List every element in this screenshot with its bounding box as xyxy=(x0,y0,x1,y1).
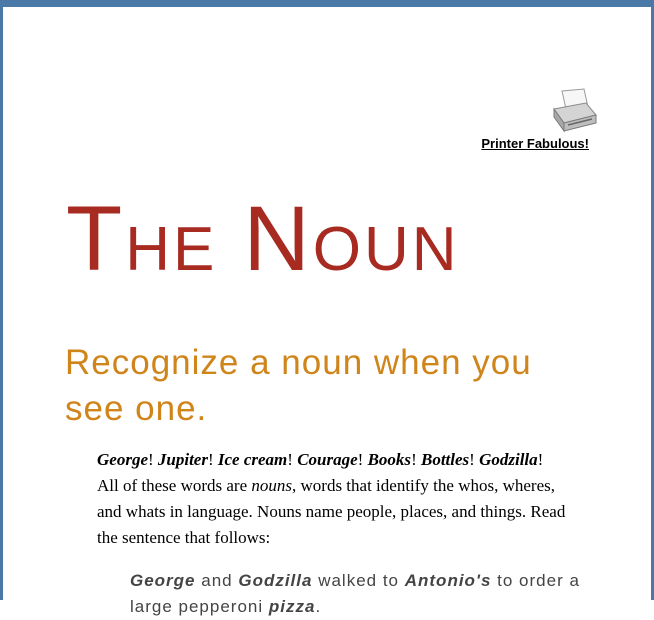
noun-example: George xyxy=(97,450,148,469)
title-noun-rest: OUN xyxy=(312,215,460,284)
intro-text: All of these words are xyxy=(97,476,252,495)
title-noun-initial: N xyxy=(243,188,313,290)
title-the-initial: T xyxy=(66,188,126,290)
title-the-rest: HE xyxy=(125,215,218,284)
noun-example: Jupiter xyxy=(157,450,208,469)
intro-emphasis: nouns xyxy=(251,476,292,495)
noun-example: Bottles xyxy=(420,450,470,469)
page-title xyxy=(66,188,460,290)
noun-example: Godzilla xyxy=(479,450,538,469)
printer-fabulous-link[interactable]: Printer Fabulous! xyxy=(481,136,589,151)
noun-example: Courage xyxy=(297,450,358,469)
intro-text: , words that identify the whos, wheres, and whats in language. Nouns name people, places, and things. Read the sentence that follows: xyxy=(97,476,566,547)
example-noun: Godzilla xyxy=(238,571,313,590)
example-noun: George xyxy=(130,571,196,590)
example-noun: pizza xyxy=(268,597,316,616)
printer-icon[interactable] xyxy=(550,87,598,135)
page-subtitle: Recognize a noun when you see one. xyxy=(65,343,532,428)
example-noun: Antonio's xyxy=(404,571,492,590)
example-sentence: George and Godzilla walked to Antonio's to order a large pepperoni pizza. xyxy=(130,571,580,616)
noun-example: Ice cream xyxy=(217,450,288,469)
noun-example: Books xyxy=(367,450,412,469)
intro-paragraph: George! Jupiter! Ice cream! Courage! Books! Bottles! Godzilla! All of these words are nouns, words that identify the whos, wheres, and whats in language. Nouns name people, places, and things. Read the sentence that follows: xyxy=(97,450,566,547)
